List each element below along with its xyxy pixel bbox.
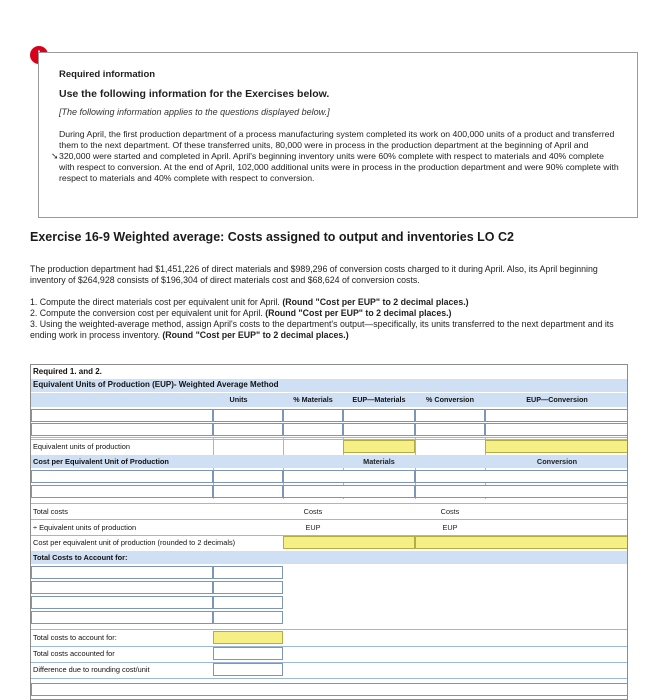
equivalent-units-label: Equivalent units of production: [33, 442, 130, 451]
divide-eup-label: ÷ Equivalent units of production: [33, 523, 137, 532]
conversion-label: Conversion: [536, 457, 578, 466]
col-pct-materials: % Materials: [293, 395, 333, 404]
total-costs-to-account-for-label: Total costs to account for:: [33, 633, 117, 642]
required-label: Required 1. and 2.: [33, 367, 102, 376]
difference-rounding-value[interactable]: [213, 663, 283, 676]
account-amount-input[interactable]: [213, 596, 283, 609]
eup-row-label-input[interactable]: [31, 423, 213, 436]
cost-input[interactable]: [213, 470, 283, 483]
account-amount-input[interactable]: [213, 611, 283, 624]
grid-line: [31, 646, 628, 647]
col-pct-conversion: % Conversion: [426, 395, 474, 404]
instructions-list: [30, 297, 630, 341]
cost-per-eup-title: Cost per Equivalent Unit of Production: [33, 457, 169, 466]
account-row-label-input[interactable]: [31, 596, 213, 609]
eup-row-label-input[interactable]: [31, 409, 213, 422]
required-information-box: [38, 52, 638, 218]
next-section-row: [31, 683, 628, 696]
account-row-label-input[interactable]: [31, 581, 213, 594]
grid-line: [31, 503, 628, 504]
eup-pct-conversion-input[interactable]: [415, 423, 485, 436]
materials-cost-per-eup[interactable]: [283, 536, 415, 549]
exercise-title: Exercise 16-9 Weighted average: Costs assigned to output and inventories LO C2: [30, 230, 514, 244]
total-costs-accounted-for-label: Total costs accounted for: [33, 649, 115, 658]
eup-materials-total[interactable]: [343, 440, 415, 453]
eup-conversion-input[interactable]: [485, 409, 628, 422]
eup-pct-materials-input[interactable]: [283, 409, 343, 422]
info-paragraph: During April, the first production department of a process manufacturing system completed its work on 400,000 units of a product and transferred them to the next department. Of these transferred units, 80,000 were in process in the production department at the beginning of April and 320,000 were started and completed in April. April's beginning inventory units were 60% complete with respect to materials and 40% complete with respect to conversion. At the end of April, 102,000 additional units were in process in the production department and were 90% complete with respect to materials and 40% complete with respect to conversion.: [59, 129, 619, 183]
costs-label: Costs: [440, 507, 460, 516]
col-eup-conversion: EUP—Conversion: [526, 395, 588, 404]
difference-rounding-label: Difference due to rounding cost/unit: [33, 665, 150, 674]
grid-line: [31, 437, 628, 438]
eup-conversion-total[interactable]: [485, 440, 628, 453]
account-amount-input[interactable]: [213, 581, 283, 594]
cost-row-label-input[interactable]: [31, 470, 213, 483]
grid-line: [31, 629, 628, 630]
cost-per-unit-label: Cost per equivalent unit of production (rounded to 2 decimals): [33, 538, 236, 547]
materials-cost-input[interactable]: [283, 470, 415, 483]
cost-row-label-input[interactable]: [31, 485, 213, 498]
eup-materials-input[interactable]: [343, 423, 415, 436]
total-costs-label: Total costs: [33, 507, 68, 516]
instruction-item: 3. Using the weighted-average method, assign April's costs to the department's output—specifically, its units transferred to the next department and its ending work in process inventory. (Round "Cost per EUP" to 2 decimal places.): [30, 319, 614, 340]
eup-section-title: Equivalent Units of Production (EUP)- Weighted Average Method: [33, 380, 279, 389]
instruction-item: 1. Compute the direct materials cost per equivalent unit for April. (Round "Cost per EUP" to 2 decimal places.): [30, 297, 469, 307]
grid-line: [31, 662, 628, 663]
total-costs-to-account-title: Total Costs to Account for:: [33, 553, 128, 562]
conversion-cost-input[interactable]: [415, 485, 628, 498]
eup-label: EUP: [305, 523, 321, 532]
conversion-cost-input[interactable]: [415, 470, 628, 483]
materials-label: Materials: [363, 457, 395, 466]
costs-label: Costs: [303, 507, 323, 516]
eup-pct-materials-input[interactable]: [283, 423, 343, 436]
eup-conversion-input[interactable]: [485, 423, 628, 436]
materials-cost-input[interactable]: [283, 485, 415, 498]
eup-units-input[interactable]: [213, 409, 283, 422]
use-following-heading: Use the following information for the Exercises below.: [59, 88, 330, 100]
cursor-arrow-icon: ➘: [51, 151, 59, 161]
col-units: Units: [229, 395, 248, 404]
account-row-label-input[interactable]: [31, 566, 213, 579]
exercise-paragraph: The production department had $1,451,226 of direct materials and $989,296 of conversion costs charged to it during April. Also, its April beginning inventory of $264,928 consists of $196,304 of direct materials cost and $68,624 of conversion costs.: [30, 264, 598, 285]
eup-units-input[interactable]: [213, 423, 283, 436]
conversion-cost-per-eup[interactable]: [415, 536, 628, 549]
worksheet-panel: [30, 364, 628, 700]
eup-pct-conversion-input[interactable]: [415, 409, 485, 422]
cost-input[interactable]: [213, 485, 283, 498]
grid-line: [31, 678, 628, 679]
eup-label: EUP: [442, 523, 458, 532]
total-costs-to-account-for-value[interactable]: [213, 631, 283, 644]
account-row-label-input[interactable]: [31, 611, 213, 624]
required-information-heading: Required information: [59, 69, 156, 80]
applies-note: [The following information applies to the questions displayed below.]: [59, 107, 330, 117]
total-costs-accounted-for-value[interactable]: [213, 647, 283, 660]
eup-materials-input[interactable]: [343, 409, 415, 422]
account-amount-input[interactable]: [213, 566, 283, 579]
grid-line: [31, 519, 628, 520]
col-eup-materials: EUP—Materials: [352, 395, 406, 404]
instruction-item: 2. Compute the conversion cost per equivalent unit for April. (Round "Cost per EUP" to 2 decimal places.): [30, 308, 452, 318]
